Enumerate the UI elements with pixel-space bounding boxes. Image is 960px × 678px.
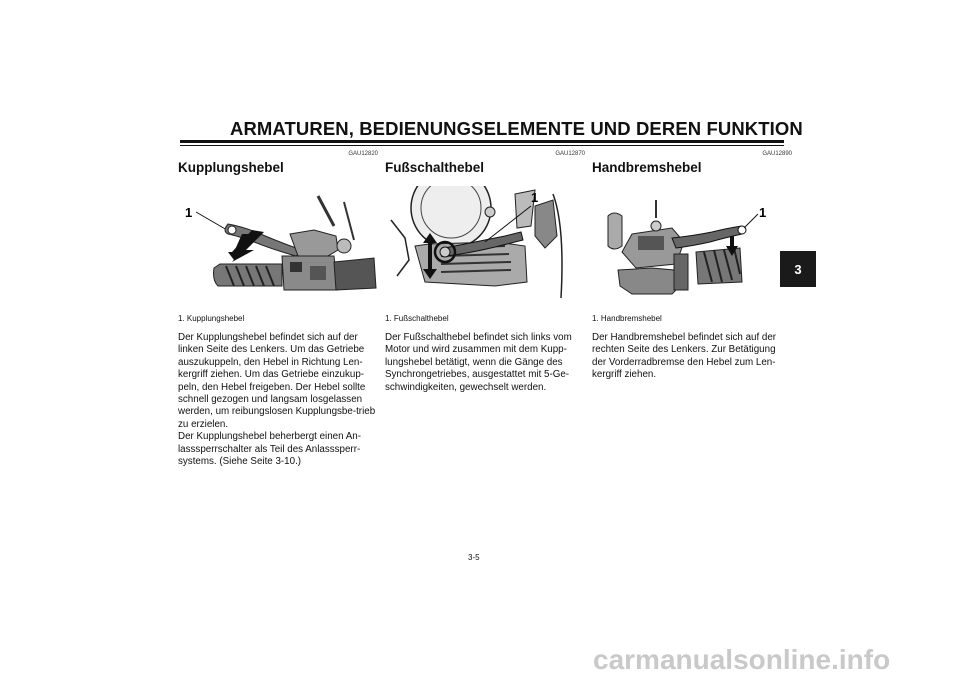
paragraph: Der Kupplungshebel befindet sich auf der linken Seite des Lenkers. Um das Getriebe auszukuppeln, den Hebel in Richtung Len-kergriff ziehen. Um das Getriebe einzukup-peln, den Hebel freigeben. Der Hebel sollte schnell gezogen und langsam losgelassen werden, um reibungslosen Kupplungsbe-trieb zu erzielen. — [178, 332, 376, 430]
section-heading: Fußschalthebel — [385, 160, 485, 175]
page-number: 3-5 — [468, 553, 480, 562]
title-rule — [180, 140, 784, 143]
paragraph: Der Fußschalthebel befindet sich links vom Motor und wird zusammen mit dem Kupp-lungshebel betätigt, wenn die Gänge des Synchrongetriebes, ausgestattet mit 5-Ge-schwindigkeiten, gewechselt werden. — [385, 332, 572, 393]
reference-code: GAU12890 — [762, 151, 792, 157]
shift-pedal-drawing — [385, 186, 585, 302]
shift-pedal-illustration — [385, 186, 585, 302]
title-rule-thin — [180, 145, 784, 146]
section-shift-pedal — [385, 150, 585, 394]
figure-caption: 1. Fußschalthebel — [385, 314, 449, 323]
section-heading: Handbremshebel — [592, 160, 702, 175]
brake-lever-illustration — [592, 186, 792, 302]
callout-number: 1 — [759, 205, 767, 220]
section-clutch-lever — [178, 150, 378, 468]
paragraph: Der Kupplungshebel beherbergt einen An-lasssperrschalter als Teil des Anlasssperr-systems. (Siehe Seite 3-10.) — [178, 431, 362, 468]
brake-lever-drawing — [592, 186, 792, 302]
reference-code: GAU12870 — [555, 151, 585, 157]
chapter-tab[interactable]: 3 — [780, 251, 816, 287]
clutch-lever-drawing — [178, 186, 378, 302]
callout-number: 1 — [185, 205, 193, 220]
page-title: ARMATUREN, BEDIENUNGSELEMENTE UND DEREN FUNKTION — [230, 118, 803, 139]
figure-caption: 1. Handbremshebel — [592, 314, 662, 323]
section-body — [592, 332, 792, 382]
section-body — [178, 332, 378, 468]
section-heading: Kupplungshebel — [178, 160, 284, 175]
figure-caption: 1. Kupplungshebel — [178, 314, 245, 323]
section-body — [385, 332, 585, 394]
callout-number: 1 — [531, 190, 539, 205]
clutch-lever-illustration — [178, 186, 378, 302]
paragraph: Der Handbremshebel befindet sich auf der rechten Seite des Lenkers. Zur Betätigung der Vorderradbremse den Hebel zum Len-kergriff ziehen. — [592, 332, 777, 381]
watermark: carmanualsonline.info — [593, 644, 891, 675]
reference-code: GAU12820 — [348, 151, 378, 157]
section-brake-lever — [592, 150, 792, 382]
